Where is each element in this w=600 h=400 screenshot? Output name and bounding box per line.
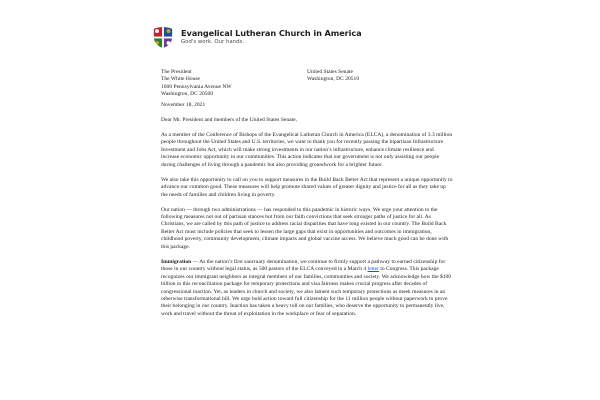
letter-salutation: Dear Mr. President and members of the United States Senate, bbox=[161, 116, 298, 123]
body-paragraph-2: We also take this opportunity to call on you to support measures in the Build Back Better Act that represent a unique opportunity to advance our common good. These measures will help promote shared values of greater dignity and justice for all as they take up the needs of families and children living in poverty. bbox=[161, 176, 453, 198]
body-paragraph-3: Our nation — through two administrations — has responded to this pandemic in historic ways. We urge your attention to the following measures not out of partisan stances but from our faith convictions that seek stronger paths of justice for all. As Christians, we are called by this path of justice to address racial disparities that have long existed in our country. The Build Back Better Act must include policies that seek to lessen the large gaps that exist in opportunities and outcomes in immigration, childhood poverty, community development, climate impacts and global vaccine access. We believe much good can be done with this package. bbox=[161, 206, 449, 250]
address-line: Washington, DC 20500 bbox=[161, 91, 214, 98]
address-line: The White House bbox=[161, 76, 201, 83]
letter-date: November 18, 2021 bbox=[161, 102, 206, 108]
paragraph-text-segment: to Congress. This package recognizes our immigrant neighbors as integral members of our families, communities and society. We acknowledge how the $100 billion in this reconciliation package for temporary protections and visa fairness makes crucial progress after decades of congressional inaction. Yet, as leaders in church and society, we also lament such temporary protections as meek measures in an otherwise transformational bill. We urge bold action toward full citizenship for the 11 million people without paperwork to prove their belonging in our country. Inaction has taken a heavy toll on our families, who deserve the opportunity to permanently live, work and travel without the threat of exploitation in the workplace or fear of separation. bbox=[161, 266, 452, 317]
brand-block bbox=[181, 29, 362, 46]
address-line: 1600 Pennsylvania Avenue NW bbox=[161, 83, 232, 90]
address-line: The President bbox=[161, 69, 192, 75]
letterhead bbox=[152, 26, 362, 49]
paragraph-lead-label: Immigration bbox=[161, 258, 192, 265]
elca-shield-cross-logo-icon bbox=[152, 26, 174, 49]
recipient-address-senate bbox=[307, 69, 359, 84]
address-line: Washington, DC 20510 bbox=[307, 76, 360, 83]
organization-tagline: God's work. Our hands. bbox=[181, 39, 245, 46]
paragraph-text-segment: — As the nation’s first sanctuary denomination, we continue to firmly support a pathway to earned citizenship for those in our country without legal status, as 500 pastors of the ELCA conveyed in a March 4 bbox=[161, 258, 446, 273]
organization-name: Evangelical Lutheran Church in America bbox=[181, 28, 362, 39]
address-line: United States Senate bbox=[307, 69, 353, 75]
body-paragraph-immigration bbox=[161, 259, 453, 319]
march-4-letter-link[interactable]: letter bbox=[367, 266, 379, 273]
letter-body bbox=[161, 69, 453, 318]
recipient-addresses bbox=[161, 69, 453, 99]
body-paragraph-1: As a member of the Conference of Bishops of the Evangelical Lutheran Church in America (ELCA), a denomination of 3.3 million people throughout the United States and U.S. territories, we want to thank you for recently passing the bipartisan Infrastructure Investment and Jobs Act, which will make strong investments in our nation’s infrastructure, enhance climate resilience and increase economic opportunity in our communities. This action indicates that our government is not only assisting our people during challenges of living through a pandemic but also providing groundwork for a brighter future. bbox=[161, 131, 453, 168]
recipient-address-president bbox=[161, 69, 232, 99]
